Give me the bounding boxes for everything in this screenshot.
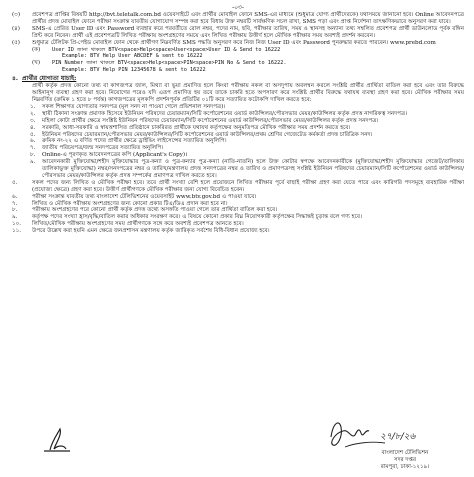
item-text: পরীক্ষায় অংশগ্রহণের পরে কোনো প্রার্থী কর্তৃক প্রদত্ত তথ্যে অসঙ্গতি পাওয়া গেলে তার প্রার্থিতা বাতিল করা হবে। [32,207,278,214]
requirement-text: জাতীয় পরিচয়পত্র/জন্ম সনদপত্রের সত্যায়িত অনুলিপি। [42,145,164,152]
requirement-number: ৬. [30,138,36,145]
instruction-item [12,40,464,47]
section-intro: প্রার্থী কর্তৃক প্রদত্ত কোনো তথ্য বা কাগজপত্র জাল, মিথ্যা বা ভুয়া প্রমাণিত হলে কিংবা পরীক্ষায় নকল বা অসদুপায় অবলম্বন করলে সংশ্লিষ্ট প্রার্থীর প্রার্থিতা বাতিল করা হবে এবং তার বিরুদ্ধে আইনানুগ ব্যবস্থা গ্রহণ করা হবে। নিয়োগের পরেও যদি এরূপ প্রমাণিত হয় তবে তাকে চাকরি হতে অপসারণ করে সংশ্লিষ্ট প্রার্থীর বিরুদ্ধে যথাযথ ব্যবস্থা গ্রহণ করা হবে। মৌখিক পরীক্ষার সময় নিম্নবর্ণিত (ক্রমিক ১ হতে ৮ পর্যন্ত) কাগজপত্রের মূলকপি প্রদর্শনপূর্বক প্রতিটির ০১টি করে সত্যায়িত ফটোকপি দাখিল করতে হবে: [32,83,464,103]
requirement-item [12,125,464,132]
requirement-number: ৮. [30,152,36,159]
requirement-number: ৯. [30,159,36,166]
signatory-office-2: সদর দপ্তর [393,457,417,463]
requirement-text: আবেদনকারী মুক্তিযোদ্ধা/শহীদ মুক্তিযোদ্ধার পুত্র-কন্যা ও পুত্র-কন্যার পুত্র-কন্যা (নাতি-নাতনি) হলে উক্ত কোটার স্বপক্ষে আবেদনকারীকে (মুক্তিযোদ্ধা/শহীদ মুক্তিযোদ্ধার গেজেট/তালিকায় তালিকাভুক্ত মুক্তিযোদ্ধা) নম্বর/সনদপত্রের নম্বর ও তারিখ/মন্ত্রণালয় প্রদত্ত সনদপত্রের নম্বর ও তারিখ ও প্রমাণপত্রসহ সংশ্লিষ্ট ইউনিয়ন পরিষদের চেয়ারম্যান/সিটি কর্পোরেশনের ওয়ার্ড কাউন্সিলর/পৌরসভার মেয়র/কাউন্সিলর কর্তৃক প্রদত্ত সম্পর্কের প্রমাণপত্র দাখিল করতে হবে। [42,159,464,179]
signature-block [355,450,455,471]
requirement-text: Online-এ পূরণকৃত আবেদনপত্রের কপি (Applicant's Copy)। [42,152,188,159]
section-title: প্রার্থীর যোগ্যতা যাচাই: [22,75,77,83]
sms-example-user: Example: BTV Help User ABCDEF & sent to 16222 [62,53,203,60]
requirement-item [12,118,464,125]
requirement-item [12,159,464,180]
item-text: পরীক্ষা সংক্রান্ত যাবতীয় তথ্য বাংলাদেশ টেলিভিশনের ওয়েবসাইট www.btv.gov.bd এ পাওয়া যাবে। [32,193,257,200]
item-label: ৭. [12,200,18,207]
sms-example-pin: Example: BTV Help PIN 12345678 & sent to 16222 [62,67,206,74]
item-label: ৯. [12,214,18,221]
item-label: (৫) [12,39,20,46]
requirement-text: মহিলা কোটা প্রার্থীর ক্ষেত্রে সংশ্লিষ্ট ইউনিয়ন পরিষদের চেয়ারম্যান/সিটি কর্পোরেশনের ওয়ার্ড কাউন্সিলর/পৌরসভার মেয়র/কাউন্সিলর কর্তৃক প্রদত্ত সনদপত্র। [42,117,379,124]
requirement-text: ক্রমিক নং-২২ এ বর্ণিত পদের প্রার্থীর ক্ষেত্রে ড্রাইভিং লাইসেন্সের সত্যায়িত অনুলিপি। [42,138,227,145]
sms-line-user: (ক) User ID জানা থাকলে BTV<space>Help<space>User<space>User ID & Send to 16222 [32,46,281,53]
requirement-text: স্থায়ী ঠিকানা সংক্রান্ত প্রমাণক হিসেবে ইউনিয়ন পরিষদের চেয়ারম্যান/সিটি কর্পোরেশনের ওয়ার্ড কাউন্সিলর/পৌরসভার মেয়র/কাউন্সিলর কর্তৃক প্রদত্ত নাগরিকত্ব সনদপত্র। [42,110,408,117]
page-number: -০৩- [232,4,244,11]
sms-instructions [12,47,464,75]
instruction-list [12,12,464,47]
item-label: ১০. [12,221,22,228]
item-text: শুধুমাত্র টেলিটক প্রি-পেইড মোবাইল ফোন থেকে প্রার্থীগণ নিম্নবর্ণিত SMS পদ্ধতি অনুসরণ করে নিজ নিজ User ID এবং Password পুনরুদ্ধার করতে পারবেন। www.prebd.com [32,39,436,46]
requirement-text: ইউনিয়ন পরিষদের চেয়ারম্যান/পৌরসভার মেয়র/কাউন্সিলর/সিটি কর্পোরেশনের ওয়ার্ড কাউন্সিলর/প্রথম শ্রেণির গেজেটেড কর্মকর্তা প্রদত্ত চারিত্রিক সনদ। [42,131,373,138]
requirement-item [12,104,464,111]
item-text: প্রবেশপত্র প্রাপ্তির বিষয়টি http://bvt.teletalk.com.bd ওয়েবসাইটে এবং প্রার্থীর মোবাইল ফোনে SMS-এর মাধ্যমে (শুধুমাত্র যোগ্য প্রার্থীদেরকে) যথাসময়ে জানানো হবে। Online আবেদনপত্রে প্রার্থীর প্রদত্ত মোবাইল ফোনে পরীক্ষা সংক্রান্ত যাবতীয় যোগাযোগ সম্পন্ন করা হবে বিধায় উক্ত নম্বরটি সার্বক্ষণিক সচল রাখা, SMS পড়া এবং প্রাপ্ত নির্দেশনা তাৎক্ষণিকভাবে অনুসরণ করা যাবে। [32,12,464,25]
requirement-text: সরকারি, আধা-সরকারি ও স্বায়ত্তশাসিত প্রতিষ্ঠানে চাকরিরত প্রার্থীকে যথাযথ কর্তৃপক্ষের অনুমতিপত্র মৌখিক পরীক্ষার সময় প্রদর্শন করতে হবে। [42,124,351,131]
item-text: SMS-এ প্রেরিত User ID এবং Password ব্যবহার করে পরবর্তীতে রোল নম্বর, পদের নাম, ছবি, পরীক্ষার তারিখ, সময় ও স্থানসহ অন্যান্য তথ্য সম্বলিত প্রবেশপত্র প্রার্থী ডাউনলোড পূর্বক রঙ্গিন প্রিন্ট করে নিবেন। প্রার্থী এই প্রবেশপত্রটি লিখিত পরীক্ষায় অংশগ্রহণের সময়ে এবং লিখিত পরীক্ষায় উত্তীর্ণ হলে মৌখিক পরীক্ষার সময় অবশ্যই প্রদর্শন করবেন। [32,25,464,39]
requirement-number: ৭. [30,145,36,152]
requirement-text: সকল শিক্ষাগত যোগ্যতার সনদপত্র (মূল সনদ না পাওয়া গেলে প্রভিশনাল সনদপত্র)। [42,103,226,110]
document-requirements-list [12,104,464,180]
item-label: ৮. [12,207,18,214]
item-text: সকল পদের জন্য লিখিত ও মৌখিক পরীক্ষা হবে। তবে প্রার্থী সংখ্যা বেশি হলে প্রয়োজনে লিখিত পরীক্ষার পূর্বে বাছাই পরীক্ষা গ্রহণ করা যেতে পারে এবং কারিগরি পদসমূহে ব্যবহারিক পরীক্ষা (প্রযোজ্য ক্ষেত্রে) গ্রহণ করা হবে। উত্তীর্ণ প্রার্থীগণকে মৌখিক পরীক্ষার জন্য যোগ্য বিবেচিত হবেন। [32,179,464,193]
item-label: ৬. [12,193,18,200]
requirement-item [12,111,464,118]
item-text: লিখিত ও মৌখিক পরীক্ষায় অংশগ্রহণের জন্য কোনো প্রকার টিএ/ডিএ প্রদান করা হবে না। [32,200,228,207]
instruction-item [12,12,464,26]
requirement-number: ৩. [30,117,36,124]
signatory-office: বাংলাদেশ টেলিভিশন [381,450,429,456]
instruction-item [12,26,464,40]
instruction-item [12,228,464,235]
signature-area [0,417,474,477]
requirement-number: ৫. [30,131,36,138]
instruction-item [12,194,464,201]
requirement-number: ১. [30,103,36,110]
general-instructions-list [12,180,464,235]
item-label: ৫. [12,179,18,186]
instruction-item [12,180,464,194]
signature-date: ২৭/৮/২৬ [380,432,416,442]
requirement-number: ৪. [30,124,36,131]
requirement-number: ২. [30,110,36,117]
sms-line-pin: (খ) PIN Number জানা থাকলে BTV<space>Help<space>PIN<space>PIN No & Send to 16222. [32,60,287,67]
item-text: কর্তৃপক্ষ পদের সংখ্যা হ্রাস/বৃদ্ধি/বাতিল করার অধিকার সংরক্ষণ করে। এ বিষয়ে কোনো প্রকার বিঘ্ন নিয়োগকারী কর্তৃপক্ষের সিদ্ধান্তই চূড়ান্ত বলে গণ্য হবে। [32,214,362,221]
section-number: ৪. [12,75,18,83]
item-text: লিখিত/মৌখিক পরীক্ষায় অংশগ্রহণের সময় প্রার্থীগণকে সঙ্গে করে অবশ্যই প্রবেশপত্র আনতে হবে। [32,221,244,228]
item-label: (৪) [12,25,20,32]
item-label: ১১. [12,228,22,235]
item-text: উপরে উল্লেখ করা হয়নি এমন ক্ষেত্রে জনপ্রশাসন মন্ত্রণালয় কর্তৃক জারিকৃত সর্বশেষ বিধি-বিধান প্রযোজ্য হবে। [32,228,270,235]
signatory-address: রামপুরা, ঢাকা-১২১৯। [380,464,430,470]
initials-mark [40,425,74,459]
item-label: (৩) [12,12,21,18]
section-heading [12,75,464,83]
